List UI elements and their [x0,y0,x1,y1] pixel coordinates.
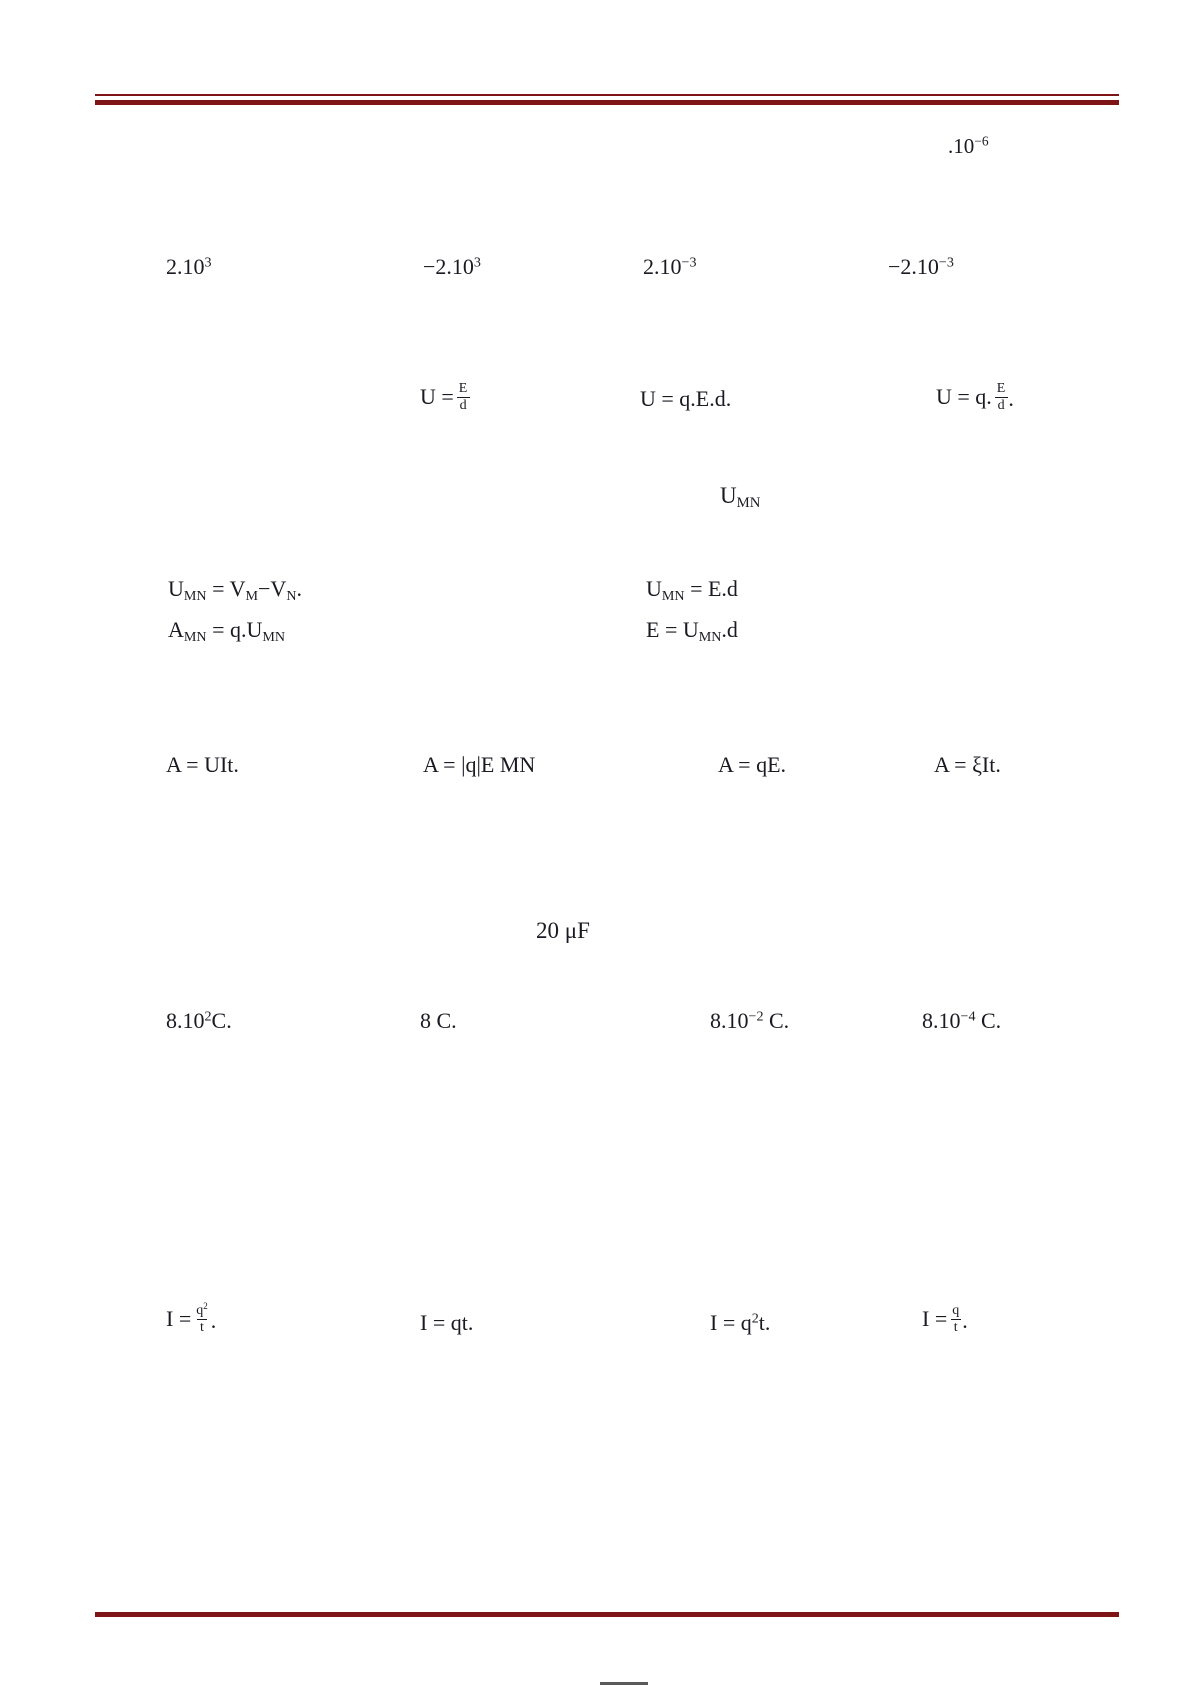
fraction-denominator: t [197,1319,207,1336]
charge-option-b: 8 C. [420,1008,457,1033]
power-of-ten-note: $.10^{-6}$ [948,133,989,158]
fraction-numerator: $q^2$ [196,1301,208,1318]
definition-left-line-2: $A_{MN} = q.U_{MN}$ [168,617,286,645]
powers-option-a: 2.10$^3$ [166,254,212,279]
fraction-denominator: d [457,397,470,414]
definition-left-line-1: $U_{MN} = V_M-V_N$. [168,576,302,604]
fraction-denominator: d [995,397,1008,414]
work-formula-c: A = qE. [718,752,787,777]
current-formula-c: $I = q^2t$. [710,1310,771,1335]
umn-symbol: $U_{MN}$ [720,483,761,512]
work-formula-d: A = ξIt. [934,752,1001,777]
top-rule-thick [95,100,1119,105]
powers-option-c: $2.10^{-3}$ [643,254,697,279]
formula-suffix: . [210,1308,217,1334]
fraction [949,1303,962,1336]
charge-option-d: $8.10^{-4}$ C. [922,1008,1002,1033]
work-formula-b: A = |q|E MN [423,752,536,777]
formula-suffix: . [962,1308,968,1334]
fraction [994,381,1009,414]
powers-option-d: $-2.10^{-3}$ [888,254,954,279]
current-formula-b: I = qt. [420,1310,474,1335]
definition-right-line-2: $E = U_{MN}.d$ [646,617,738,645]
work-formula-a: A = UIt. [166,752,239,777]
formula-lhs: U = [420,384,454,410]
voltage-formula-u-q-e-over-d [936,381,1014,414]
fraction [193,1303,210,1336]
fraction-numerator: E [996,381,1006,396]
definition-right-line-1: $U_{MN} = E.d$ [646,576,738,604]
charge-option-c: $8.10^{-2}$ C. [710,1008,790,1033]
formula-suffix: . [1008,386,1014,412]
voltage-formula-u-qed: U = q.E.d. [640,386,732,411]
fraction-numerator: E [458,381,468,396]
powers-option-b: $-2.10^3$ [423,254,481,279]
top-rule-thin [95,94,1119,96]
formula-lhs: I = [166,1306,192,1332]
voltage-formula-u-e-over-d [420,381,470,414]
fraction-denominator: t [951,1319,961,1336]
bottom-rule [95,1612,1119,1617]
fraction-numerator: q [952,1303,960,1318]
current-formula-d [922,1303,968,1336]
fraction [456,381,471,414]
formula-lhs: U = q. [936,384,992,410]
current-formula-a [166,1303,216,1336]
capacitance-value: 20 μF [536,918,590,943]
charge-option-a: 8.10$^2$C. [166,1008,232,1033]
formula-lhs: I = [922,1306,948,1332]
